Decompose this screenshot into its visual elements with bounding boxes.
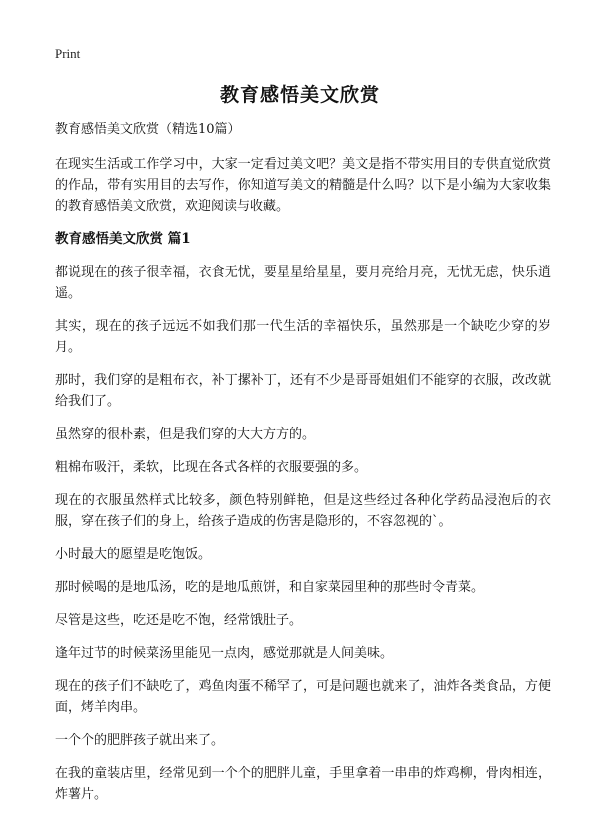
paragraph: 虽然穿的很朴素，但是我们穿的大大方方的。 (55, 427, 316, 442)
paragraph: 粗棉布吸汗，柔软，比现在各式各样的衣服要强的多。 (55, 460, 368, 475)
paragraph: 现在的孩子们不缺吃了，鸡鱼肉蛋不稀罕了，可是问题也就来了，油炸各类食品，方便面，烤羊肉串。 (55, 679, 551, 715)
paragraph: 那时，我们穿的是粗布衣，补丁摞补丁，还有不少是哥哥姐姐们不能穿的衣服，改改就给我们了。 (55, 373, 551, 409)
paragraph: 一个个的肥胖孩子就出来了。 (55, 733, 225, 748)
paragraph: 逢年过节的时候菜汤里能见一点肉，感觉那就是人间美味。 (55, 646, 394, 661)
page-title: 教育感悟美文欣赏 (219, 84, 380, 106)
paragraph: 尽管是这些，吃还是吃不饱，经常饿肚子。 (55, 613, 303, 628)
intro-paragraph: 在现实生活或工作学习中，大家一定看过美文吧？美文是指不带实用目的专供直觉欣赏的作品，带有实用目的去写作，你知道写美文的精髓是什么吗？以下是小编为大家收集的教育感悟美文欣赏，欢迎阅读与收藏。 (55, 157, 551, 214)
paragraph: 现在的衣服虽然样式比较多，颜色特别鲜艳，但是这些经过各种化学药品浸泡后的衣服，穿在孩子们的身上，给孩子造成的伤害是隐形的，不容忽视的`。 (55, 493, 551, 529)
section-heading: 教育感悟美文欣赏 篇1 (55, 231, 191, 247)
paragraph: 小时最大的愿望是吃饱饭。 (55, 547, 212, 562)
article-subtitle: 教育感悟美文欣赏（精选10篇） (55, 122, 241, 137)
print-label: Print (55, 46, 81, 61)
article-body (55, 120, 551, 817)
paragraph: 在我的童装店里，经常见到一个个的肥胖儿童，手里拿着一串串的炸鸡柳，骨肉相连，炸薯片。 (55, 766, 551, 802)
paragraph: 其实，现在的孩子远远不如我们那一代生活的幸福快乐，虽然那是一个缺吃少穿的岁月。 (55, 319, 551, 355)
paragraph: 都说现在的孩子很幸福，衣食无忧，要星星给星星，要月亮给月亮，无忧无虑，快乐逍遥。 (55, 265, 551, 301)
paragraph: 那时候喝的是地瓜汤，吃的是地瓜煎饼，和自家菜园里种的那些时令青菜。 (55, 580, 485, 595)
